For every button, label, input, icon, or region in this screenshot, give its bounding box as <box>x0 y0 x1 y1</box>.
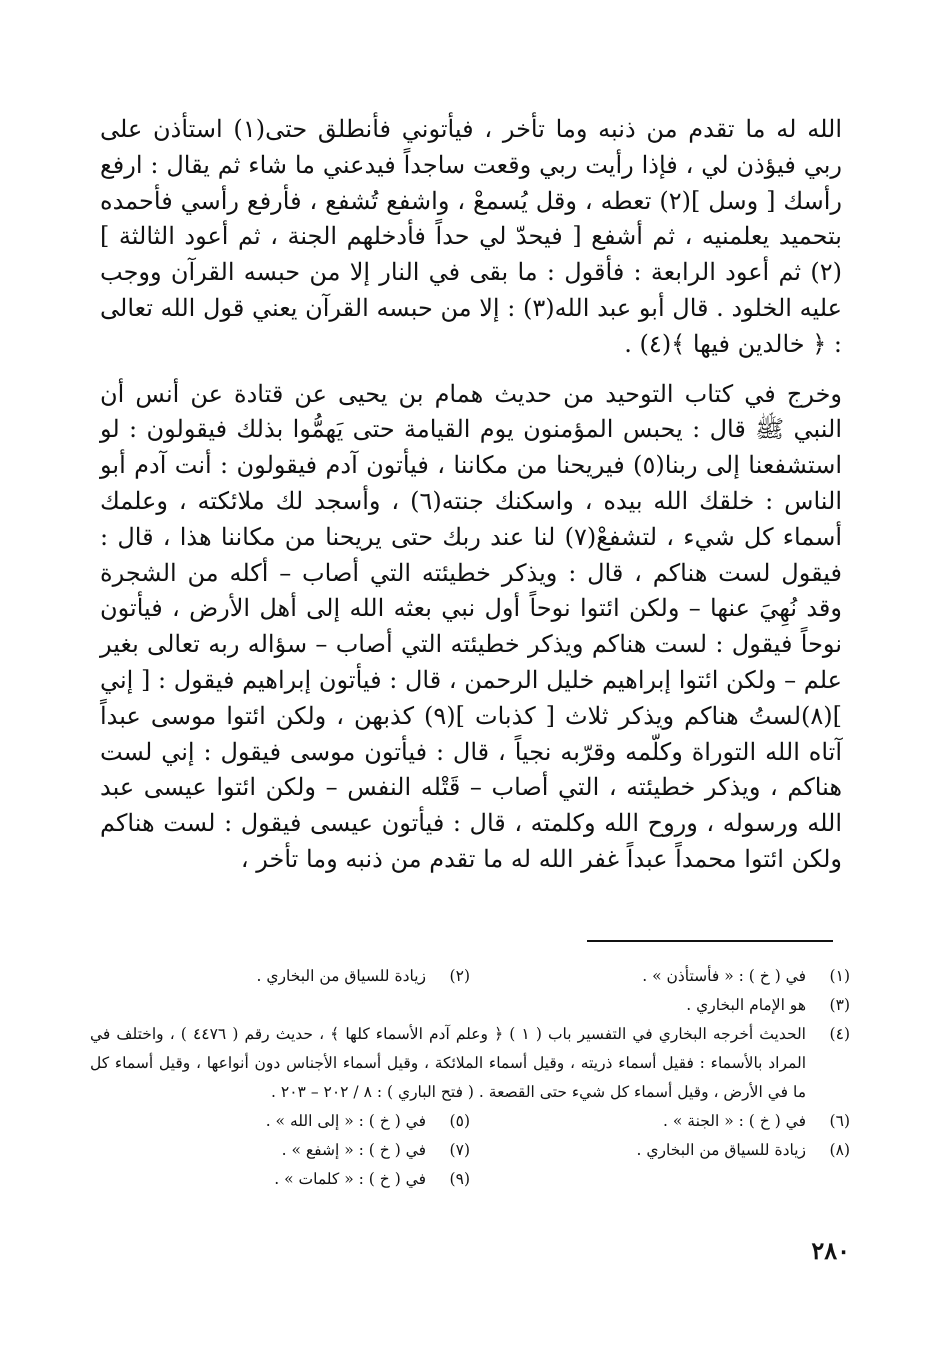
footnote-1 <box>470 962 850 991</box>
footnote-text: في ( خ ) : « كلمات » . <box>274 1170 426 1188</box>
footnotes <box>90 962 850 1194</box>
footnote-5 <box>90 1107 470 1136</box>
footnote-number: (٢) <box>449 967 470 985</box>
footnote-9 <box>90 1165 470 1194</box>
footnote-row <box>90 1136 850 1165</box>
footnote-row <box>90 991 850 1020</box>
footnote-number: (٧) <box>449 1141 470 1159</box>
footnote-text: في ( خ ) : « إشفع » . <box>281 1141 426 1159</box>
footnote-row <box>90 1107 850 1136</box>
footnote-text: زيادة للسياق من البخاري . <box>636 1141 806 1159</box>
paragraph-1: الله له ما تقدم من ذنبه وما تأخر ، فيأتوني فأنطلق حتى(١) استأذن على ربي فيؤذن لي ، فإذا رأيت ربي وقعت ساجداً فيدعني ما شاء ثم يقال : ارفع رأسك [ وسل ](٢) تعطه ، وقل يُسمعْ ، واشفع تُشفع ، فأرفع رأسي فأحمده بتحميد يعلمنيه ، ثم أشفع [ فيحدّ لي حداً فأدخلهم الجنة ، ثم أعود الثالثة ](٢) ثم أعود الرابعة : فأقول : ما بقى في النار إلا من حبسه القرآن ووجب عليه الخلود . قال أبو عبد الله(٣) : إلا من حبسه القرآن يعني قول الله تعالى : ﴿ خالدين فيها ﴾(٤) . <box>100 115 843 358</box>
footnote-text: في ( خ ) : « إلى الله » . <box>265 1112 426 1130</box>
footnote-number: (١) <box>829 967 850 985</box>
footnote-number: (٦) <box>829 1112 850 1130</box>
footnote-text: الحديث أخرجه البخاري في التفسير باب ( ١ ) ﴿ وعلم آدم الأسماء كلها ﴾ ، حديث رقم ( ٤٤٧٦ ) ، واختلف في المراد بالأسماء : فقيل أسماء ذريته ، وقيل أسماء الملائكة ، وقيل أسماء الأجناس دون أنواعها ، وقيل أسماء كل ما في الأرض ، وقيل أسماء كل شيء حتى القصعة . ( فتح الباري ) : ٨ / ٢٠٢ – ٢٠٣ . <box>90 1025 806 1101</box>
footnote-3 <box>470 991 850 1020</box>
footnote-text: في ( خ ) : « الجنة » . <box>663 1112 806 1130</box>
footnote-number: (٤) <box>829 1025 850 1043</box>
footnote-text: زيادة للسياق من البخاري . <box>256 967 426 985</box>
footnote-number: (٣) <box>829 996 850 1014</box>
footnote-8 <box>470 1136 850 1165</box>
footnote-text: في ( خ ) : « فأستأذن » . <box>642 967 806 985</box>
paragraph-2: وخرج في كتاب التوحيد من حديث همام بن يحيى عن قتادة عن أنس أن النبي ﷺ قال : يحبس المؤمنون يوم القيامة حتى يَهمُّوا بذلك فيقولون : لو استشفعنا إلى ربنا(٥) فيريحنا من مكاننا ، فيأتون آدم فيقولون : أنت آدم أبو الناس : خلقك الله بيده ، واسكنك جنته(٦) ، وأسجد لك ملائكته ، وعلمك أسماء كل شيء ، لتشفعْ(٧) لنا عند ربك حتى يريحنا من مكاننا هذا ، قال : فيقول لست هناكم ، قال : ويذكر خطيئته التي أصاب – أكله من الشجرة وقد نُهِيَ عنها – ولكن ائتوا نوحاً أول نبي بعثه الله إلى أهل الأرض ، فيأتون نوحاً فيقول : لست هناكم ويذكر خطيئته التي أصاب – سؤاله ربه تعالى بغير علم – ولكن ائتوا إبراهيم خليل الرحمن ، قال : فيأتون إبراهيم فيقول : [ إني ](٨)لستُ هناكم ويذكر ثلاث [ كذبات ](٩) كذبهن ، ولكن ائتوا موسى عبداً آتاه الله التوراة وكلّمه وقرّبه نجياً ، قال : فيأتون موسى فيقول : إني لست هناكم ، ويذكر خطيئته ، التي أصاب – قَتْله النفس – ولكن ائتوا عيسى عبد الله ورسوله ، وروح الله وكلمته ، قال : فيأتون عيسى فيقول : لست هناكم ولكن ائتوا محمداً عبداً غفر الله له ما تقدم من ذنبه وما تأخر ، <box>100 379 842 873</box>
footnote-number: (٨) <box>829 1141 850 1159</box>
footnote-spacer <box>470 1165 850 1194</box>
footnote-row <box>90 1165 850 1194</box>
page-number: ٢٨٠ <box>811 1236 850 1265</box>
main-text <box>100 112 842 878</box>
footnote-6 <box>470 1107 850 1136</box>
footnote-2 <box>90 962 470 991</box>
footnote-4 <box>90 1020 850 1107</box>
footnote-7 <box>90 1136 470 1165</box>
footnote-number: (٩) <box>449 1170 470 1188</box>
footnote-separator <box>587 940 833 942</box>
footnote-text: هو الإمام البخاري . <box>686 996 806 1014</box>
footnote-row <box>90 962 850 991</box>
footnote-number: (٥) <box>449 1112 470 1130</box>
